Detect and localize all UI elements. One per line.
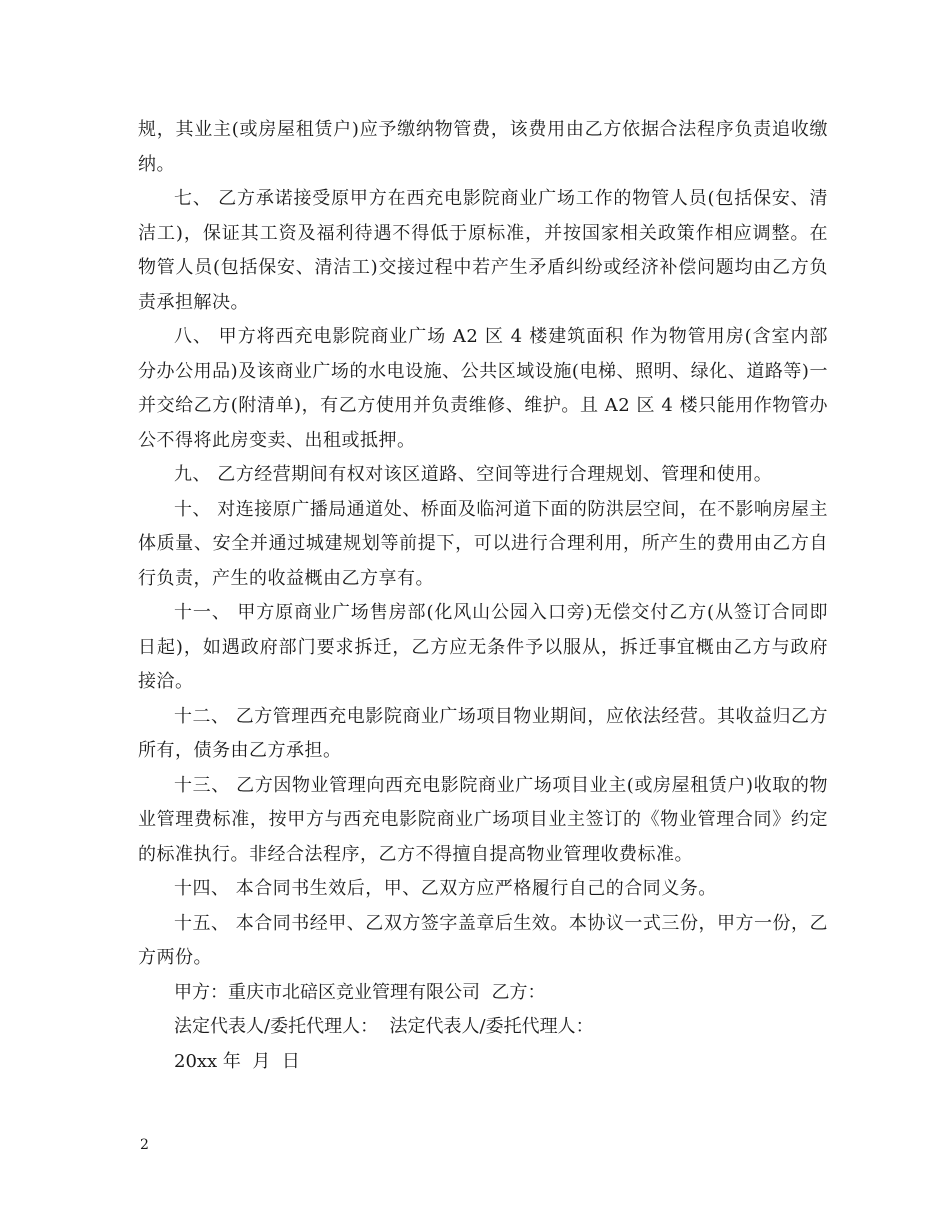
signature-representatives: 法定代表人/委托代理人： 法定代表人/委托代理人： [174, 1016, 594, 1037]
page-number: 2 [140, 1137, 149, 1153]
clause-9: 九、 乙方经营期间有权对该区道路、空间等进行合理规划、管理和使用。 [174, 464, 773, 485]
clause-13: 十三、 乙方因物业管理向西充电影院商业广场项目业主(或房屋租赁户)收取的物业管理费标准，按甲方与西充电影院商业广场项目业主签订的《物业管理合同》约定的标准执行。非经合法程序，乙方不得擅自提高物业管理收费标准。 [138, 774, 828, 865]
clause-15: 十五、 本合同书经甲、乙双方签字盖章后生效。本协议一式三份，甲方一份，乙方两份。 [138, 912, 828, 968]
clause-12: 十二、 乙方管理西充电影院商业广场项目物业期间，应依法经营。其收益归乙方所有，债务由乙方承担。 [138, 705, 828, 761]
continuation-paragraph: 规，其业主(或房屋租赁户)应予缴纳物管费，该费用由乙方依据合法程序负责追收缴纳。 [138, 119, 828, 175]
signature-parties: 甲方：重庆市北碚区竞业管理有限公司 乙方： [174, 981, 546, 1003]
clause-11: 十一、 甲方原商业广场售房部(化风山公园入口旁)无偿交付乙方(从签订合同即日起)，如遇政府部门要求拆迁，乙方应无条件予以服从，拆迁事宜概由乙方与政府接洽。 [138, 602, 828, 692]
clause-14: 十四、 本合同书生效后，甲、乙双方应严格履行自己的合同义务。 [174, 878, 717, 899]
signature-date: 20xx 年 月 日 [174, 1050, 300, 1072]
document-body [138, 113, 828, 1079]
clause-8: 八、 甲方将西充电影院商业广场 A2 区 4 楼建筑面积 作为物管用房(含室内部分办公用品)及该商业广场的水电设施、公共区域设施(电梯、照明、绿化、道路等)一并交给乙方(附清单)，有乙方使用并负责维修、维护。且 A2 区 4 楼只能用作物管办公不得将此房变卖、出租或抵押。 [138, 326, 828, 451]
clause-10: 十、 对连接原广播局通道处、桥面及临河道下面的防洪层空间，在不影响房屋主体质量、安全并通过城建规划等前提下，可以进行合理利用，所产生的费用由乙方自行负责，产生的收益概由乙方享有。 [138, 498, 828, 589]
clause-7: 七、 乙方承诺接受原甲方在西充电影院商业广场工作的物管人员(包括保安、清洁工)，保证其工资及福利待遇不得低于原标准，并按国家相关政策作相应调整。在物管人员(包括保安、清洁工)交接过程中若产生矛盾纠纷或经济补偿问题均由乙方负责承担解决。 [138, 188, 828, 313]
